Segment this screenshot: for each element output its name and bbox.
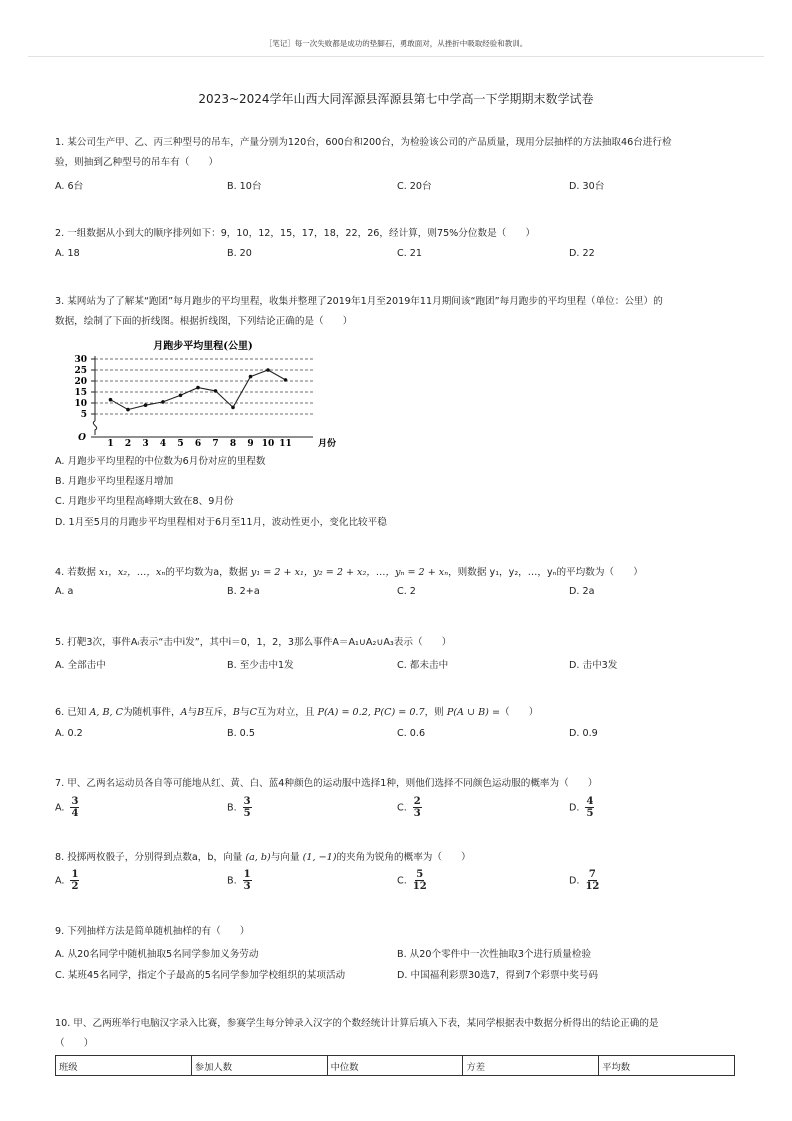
y-tick-label: 5: [80, 410, 87, 420]
question-1-line1: 1. 某公司生产甲、乙、丙三种型号的吊车，产量分别为120台，600台和200台，为检验该公司的产品质量，现用分层抽样的方法抽取46台进行检: [55, 137, 672, 148]
fraction: [585, 796, 594, 819]
denominator: 2: [71, 881, 79, 892]
option-a[interactable]: A. 18: [55, 248, 80, 259]
denominator: 3: [413, 808, 421, 819]
question-8-stem: [55, 848, 735, 868]
stem-text: 与: [239, 707, 250, 718]
stem-text: 为随机事件，: [122, 707, 181, 718]
table-header-cell: 参加人数: [191, 1056, 327, 1076]
fraction: [70, 869, 79, 892]
option-label: D.: [569, 802, 580, 814]
question-8-options: [55, 869, 745, 895]
numerator: 4: [586, 796, 594, 807]
option-c[interactable]: [397, 869, 427, 892]
stem-math: B: [197, 707, 205, 718]
question-9-options-row1: [55, 946, 745, 964]
question-5-options: [55, 657, 745, 675]
numerator: 1: [243, 869, 251, 880]
option-c[interactable]: [397, 796, 422, 819]
stem-text: 6. 已知: [55, 707, 90, 718]
x-tick-label: 5: [177, 439, 184, 449]
option-b[interactable]: B. 20: [227, 248, 252, 259]
option-a[interactable]: A. 从20名同学中随机抽取5名同学参加义务劳动: [55, 949, 259, 960]
option-label: B.: [227, 802, 237, 814]
option-label: C.: [397, 802, 407, 814]
stem-math: (a, b): [245, 852, 271, 863]
series-line: [111, 370, 286, 410]
fraction: [413, 869, 427, 892]
option-b[interactable]: B. 0.5: [227, 728, 255, 739]
option-label: A.: [55, 875, 65, 887]
option-b[interactable]: B. 2+a: [227, 586, 260, 597]
question-6-options: [55, 728, 745, 746]
data-point: [109, 398, 113, 402]
question-1-stem: [55, 133, 735, 173]
numerator: 2: [413, 796, 421, 807]
chart-y-ticks: [74, 355, 95, 420]
stem-text: ，则数据 y₁，y₂，…，yₙ的平均数为（ ）: [448, 567, 643, 578]
stem-math: A, B, C: [89, 707, 123, 718]
option-d[interactable]: D. 中国福利彩票30选7，得到7个彩票中奖号码: [397, 970, 598, 981]
question-3-option-d[interactable]: D. 1月至5月的月跑步平均里程相对于6月至11月，波动性更小，变化比较平稳: [55, 517, 387, 528]
option-c[interactable]: C. 20台: [397, 181, 432, 192]
data-point: [214, 389, 218, 393]
stem-math: B: [232, 707, 240, 718]
question-3-option-c[interactable]: C. 月跑步平均里程高峰期大致在8、9月份: [55, 496, 234, 507]
origin-label: O: [78, 433, 86, 443]
option-label: A.: [55, 802, 65, 814]
question-10-stem: [55, 1014, 735, 1054]
score-stats-table: [55, 1055, 735, 1076]
denominator: 5: [586, 808, 594, 819]
stem-text: 与: [187, 707, 198, 718]
denominator: 12: [412, 881, 427, 892]
chart-x-ticks: [107, 439, 291, 449]
chart-gridlines: [95, 359, 313, 414]
data-point: [179, 394, 183, 398]
data-point: [266, 368, 270, 372]
option-d[interactable]: D. 击中3发: [569, 660, 618, 671]
option-d[interactable]: D. 22: [569, 248, 595, 259]
y-tick-label: 30: [74, 355, 87, 365]
question-4-stem: [55, 563, 735, 583]
question-1-options: [55, 178, 745, 196]
stem-text: 的平均数为a，数据: [165, 567, 251, 578]
option-d[interactable]: [569, 796, 594, 819]
question-10-line2: （ ）: [55, 1038, 94, 1049]
option-b[interactable]: B. 从20个零件中一次性抽取3个进行质量检验: [397, 949, 592, 960]
numerator: 3: [243, 796, 251, 807]
question-7-options: [55, 796, 745, 822]
y-axis-break: [93, 421, 96, 435]
data-point: [126, 408, 130, 412]
option-c[interactable]: C. 2: [397, 586, 416, 597]
data-point: [249, 375, 253, 379]
x-tick-label: 1: [107, 439, 114, 449]
question-3-line1: 3. 某网站为了了解某“跑团”每月跑步的平均里程，收集并整理了2019年1月至2019年11月期间该“跑团”每月跑步的平均里程（单位：公里）的: [55, 296, 663, 307]
option-a[interactable]: A. 0.2: [55, 728, 83, 739]
table-header-cell: 班级: [56, 1056, 192, 1076]
question-10-line1: 10. 甲、乙两班举行电脑汉字录入比赛，参赛学生每分钟录入汉字的个数经统计计算后填入下表，某同学根据表中数据分析得出的结论正确的是: [55, 1018, 659, 1029]
fraction: [243, 796, 252, 819]
option-b[interactable]: B. 至少击中1发: [227, 660, 294, 671]
table-header-cell: 方差: [463, 1056, 599, 1076]
data-point: [144, 403, 148, 407]
option-c[interactable]: C. 某班45名同学，指定个子最高的5名同学参加学校组织的某项活动: [55, 970, 346, 981]
stem-math: (1, −1): [302, 852, 337, 863]
option-label: B.: [227, 875, 237, 887]
question-3-option-a[interactable]: A. 月跑步平均里程的中位数为6月份对应的里程数: [55, 456, 266, 467]
stem-text: 的夹角为锐角的概率为（ ）: [336, 852, 471, 863]
running-mileage-chart: [55, 336, 345, 451]
header-banner: ［笔记］每一次失败都是成功的垫脚石，勇敢面对，从挫折中吸取经验和教训。: [264, 39, 528, 48]
option-label: D.: [569, 875, 580, 887]
denominator: 12: [585, 881, 600, 892]
y-tick-label: 20: [74, 377, 87, 387]
denominator: 5: [243, 808, 251, 819]
page-title: 2023~2024学年山西大同浑源县浑源县第七中学高一下学期期末数学试卷: [198, 92, 594, 106]
option-b[interactable]: [227, 869, 252, 892]
question-3-stem: [55, 292, 735, 332]
fraction: [70, 796, 79, 819]
y-tick-label: 10: [74, 399, 87, 409]
option-c[interactable]: C. 都未击中: [397, 660, 449, 671]
stem-text: 互斥，: [204, 707, 233, 718]
stem-math: x₁，x₂，…，xₙ: [99, 567, 166, 578]
option-b[interactable]: B. 10台: [227, 181, 262, 192]
stem-math: P(A ∪ B): [446, 707, 489, 718]
denominator: 4: [71, 808, 79, 819]
x-tick-label: 10: [261, 439, 275, 449]
stem-math: y₁ = 2 + x₁，y₂ = 2 + x₂，…，yₙ = 2 + xₙ: [250, 567, 449, 578]
stem-math: C: [249, 707, 257, 718]
data-point: [284, 378, 288, 382]
option-a[interactable]: A. 6台: [55, 181, 84, 192]
table-header-row: [56, 1056, 735, 1076]
denominator: 3: [243, 881, 251, 892]
fraction: [243, 869, 252, 892]
y-tick-label: 15: [74, 388, 87, 398]
question-9-options-row2: [55, 967, 745, 985]
question-5-stem: 5. 打靶3次，事件Aᵢ表示“击中i发”，其中i＝0，1，2，3那么事件A＝A₁∪A₂∪A₃表示（ ）: [55, 637, 452, 648]
question-2-stem: 2. 一组数据从小到大的顺序排列如下：9，10，12，15，17，18，22，26，经计算，则75%分位数是（ ）: [55, 228, 536, 239]
x-tick-label: 4: [159, 439, 167, 449]
fraction: [413, 796, 422, 819]
question-7-stem: 7. 甲、乙两名运动员各自等可能地从红、黄、白、蓝4种颜色的运动服中选择1种，则他们选择不同颜色运动服的概率为（ ）: [55, 778, 598, 789]
x-axis-label: 月份: [317, 439, 337, 449]
option-d[interactable]: D. 30台: [569, 181, 605, 192]
question-1-line2: 验，则抽到乙种型号的吊车有（ ）: [55, 157, 219, 168]
x-tick-label: 11: [279, 439, 292, 449]
data-point: [161, 400, 165, 404]
x-tick-label: 7: [212, 439, 219, 449]
option-d[interactable]: D. 0.9: [569, 728, 598, 739]
question-2-options: [55, 248, 745, 266]
numerator: 3: [71, 796, 79, 807]
x-tick-label: 8: [229, 439, 237, 449]
option-a[interactable]: A. a: [55, 586, 74, 597]
header-divider: [28, 56, 764, 57]
stem-text: 8. 投掷两枚骰子，分别得到点数a，b，向量: [55, 852, 246, 863]
table-header-cell: 平均数: [599, 1056, 735, 1076]
chart-title: 月跑步平均里程(公里): [153, 341, 253, 352]
chart-series: [109, 368, 288, 411]
option-b[interactable]: [227, 796, 252, 819]
question-3-option-b[interactable]: B. 月跑步平均里程逐月增加: [55, 476, 174, 487]
question-3-line2: 数据，绘制了下面的折线图。根据折线图，下列结论正确的是（ ）: [55, 316, 353, 327]
option-a[interactable]: [55, 796, 79, 819]
stem-text: 与向量: [270, 852, 303, 863]
x-tick-label: 9: [247, 439, 254, 449]
stem-text: 4. 若数据: [55, 567, 100, 578]
option-label: C.: [397, 875, 407, 887]
y-tick-label: 25: [74, 366, 87, 376]
fraction: [585, 869, 599, 892]
option-c[interactable]: C. 21: [397, 248, 423, 259]
option-d[interactable]: [569, 869, 599, 892]
option-a[interactable]: [55, 869, 79, 892]
question-6-stem: [55, 703, 735, 723]
stem-text: =（ ）: [488, 707, 539, 718]
numerator: 7: [588, 869, 596, 880]
stem-text: 互为对立，且: [256, 707, 318, 718]
option-d[interactable]: D. 2a: [569, 586, 595, 597]
option-a[interactable]: A. 全部击中: [55, 660, 106, 671]
data-point: [231, 406, 235, 410]
stem-math: A: [180, 707, 188, 718]
stem-text: ，则: [424, 707, 447, 718]
numerator: 1: [71, 869, 79, 880]
question-4-options: [55, 586, 745, 604]
x-tick-label: 3: [142, 439, 149, 449]
x-tick-label: 2: [124, 439, 132, 449]
x-tick-label: 6: [194, 439, 202, 449]
numerator: 5: [416, 869, 424, 880]
table-header-cell: 中位数: [327, 1056, 463, 1076]
question-9-stem: 9. 下列抽样方法是简单随机抽样的有（ ）: [55, 926, 250, 937]
data-point: [196, 386, 200, 390]
stem-math: P(A) = 0.2, P(C) = 0.7: [317, 707, 425, 718]
option-c[interactable]: C. 0.6: [397, 728, 426, 739]
